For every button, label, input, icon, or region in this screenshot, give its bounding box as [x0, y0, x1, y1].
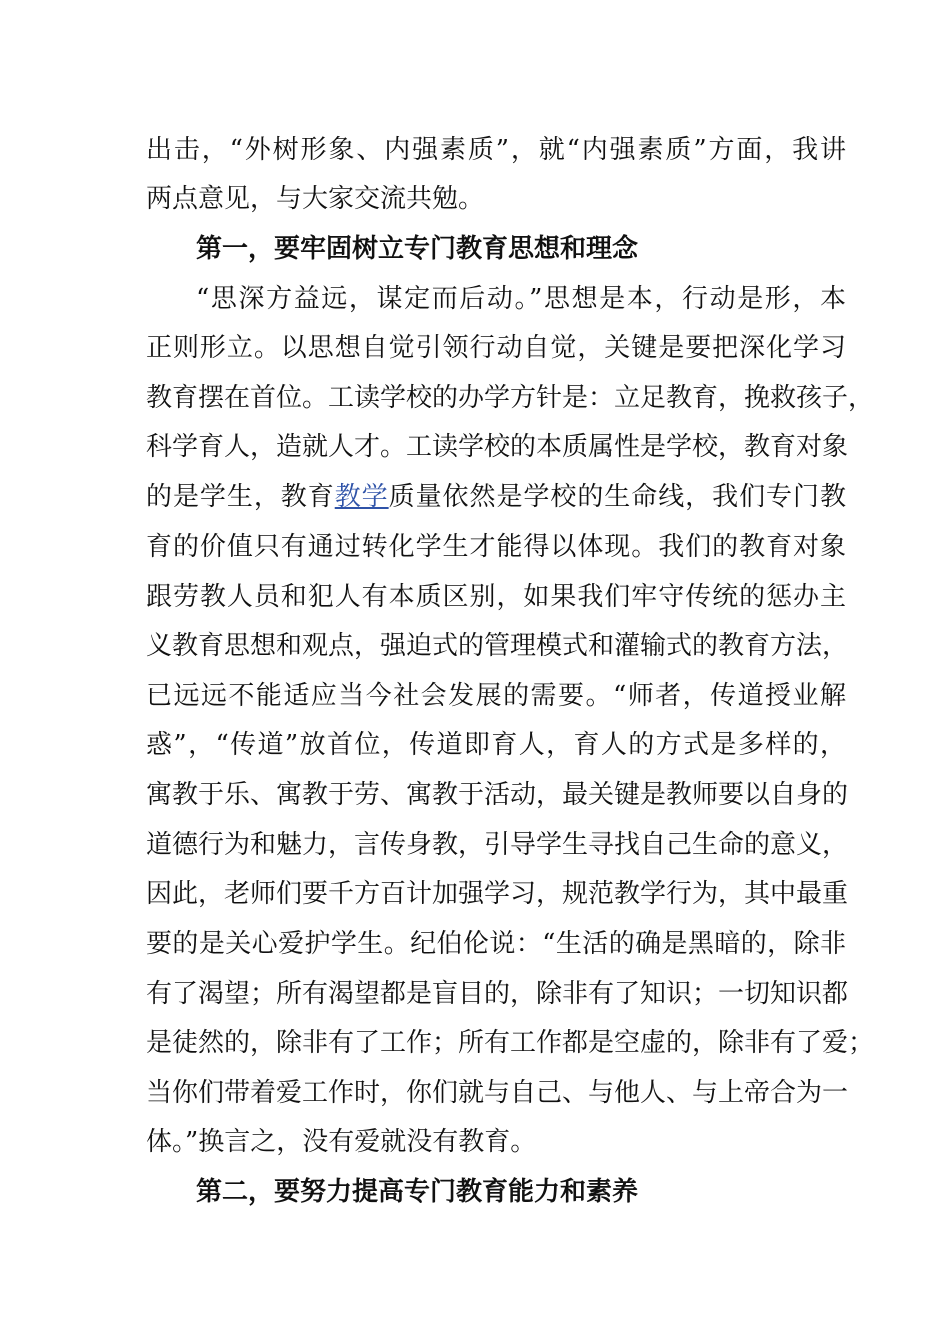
line-text: 质量依然是学校的生命线，我们专门教	[388, 482, 846, 512]
line-text: 的是学生，教育	[146, 482, 335, 512]
paragraph-line: 跟劳教人员和犯人有本质区别，如果我们牢守传统的惩办主	[146, 582, 846, 612]
paragraph-line: 两点意见，与大家交流共勉。	[146, 184, 485, 214]
paragraph-line: 道德行为和魅力，言传身教，引导学生寻找自己生命的意义，	[146, 830, 849, 860]
paragraph-line: 育的价值只有通过转化学生才能得以体现。我们的教育对象	[146, 532, 846, 562]
paragraph-line: 科学育人，造就人才。工读学校的本质属性是学校，教育对象	[146, 432, 849, 462]
section-heading-2: 第二，要努力提高专门教育能力和素养	[196, 1177, 639, 1207]
paragraph-line: “思深方益远，谋定而后动。”思想是本，行动是形，本	[196, 284, 846, 314]
paragraph-line: 惑”，“传道”放首位，传道即育人，育人的方式是多样的，	[146, 730, 846, 760]
paragraph-line: 寓教于乐、寓教于劳、寓教于活动，最关键是教师要以自身的	[146, 780, 849, 810]
paragraph-line: 正则形立。以思想自觉引领行动自觉，关键是要把深化学习	[146, 333, 846, 363]
paragraph-line: 体。”换言之，没有爱就没有教育。	[146, 1127, 537, 1157]
paragraph-line: 要的是关心爱护学生。纪伯伦说：“生活的确是黑暗的，除非	[146, 929, 846, 959]
paragraph-line: 已远远不能适应当今社会发展的需要。“师者，传道授业解	[146, 681, 846, 711]
paragraph-line: 有了渴望；所有渴望都是盲目的，除非有了知识；一切知识都	[146, 979, 849, 1009]
paragraph-line: 出击，“外树形象、内强素质”，就“内强素质”方面，我讲	[146, 135, 846, 165]
paragraph-line: 当你们带着爱工作时，你们就与自己、与他人、与上帝合为一	[146, 1078, 849, 1108]
section-heading-1: 第一，要牢固树立专门教育思想和理念	[196, 234, 639, 264]
paragraph-line: 教育摆在首位。工读学校的办学方针是：立足教育，挽救孩子，	[146, 383, 875, 413]
paragraph-line: 是徒然的，除非有了工作；所有工作都是空虚的，除非有了爱；	[146, 1028, 875, 1058]
teaching-link[interactable]: 教学	[334, 482, 389, 512]
paragraph-line	[146, 480, 846, 514]
paragraph-line: 义教育思想和观点，强迫式的管理模式和灌输式的教育方法，	[146, 631, 849, 661]
paragraph-line: 因此，老师们要千方百计加强学习，规范教学行为，其中最重	[146, 879, 849, 909]
